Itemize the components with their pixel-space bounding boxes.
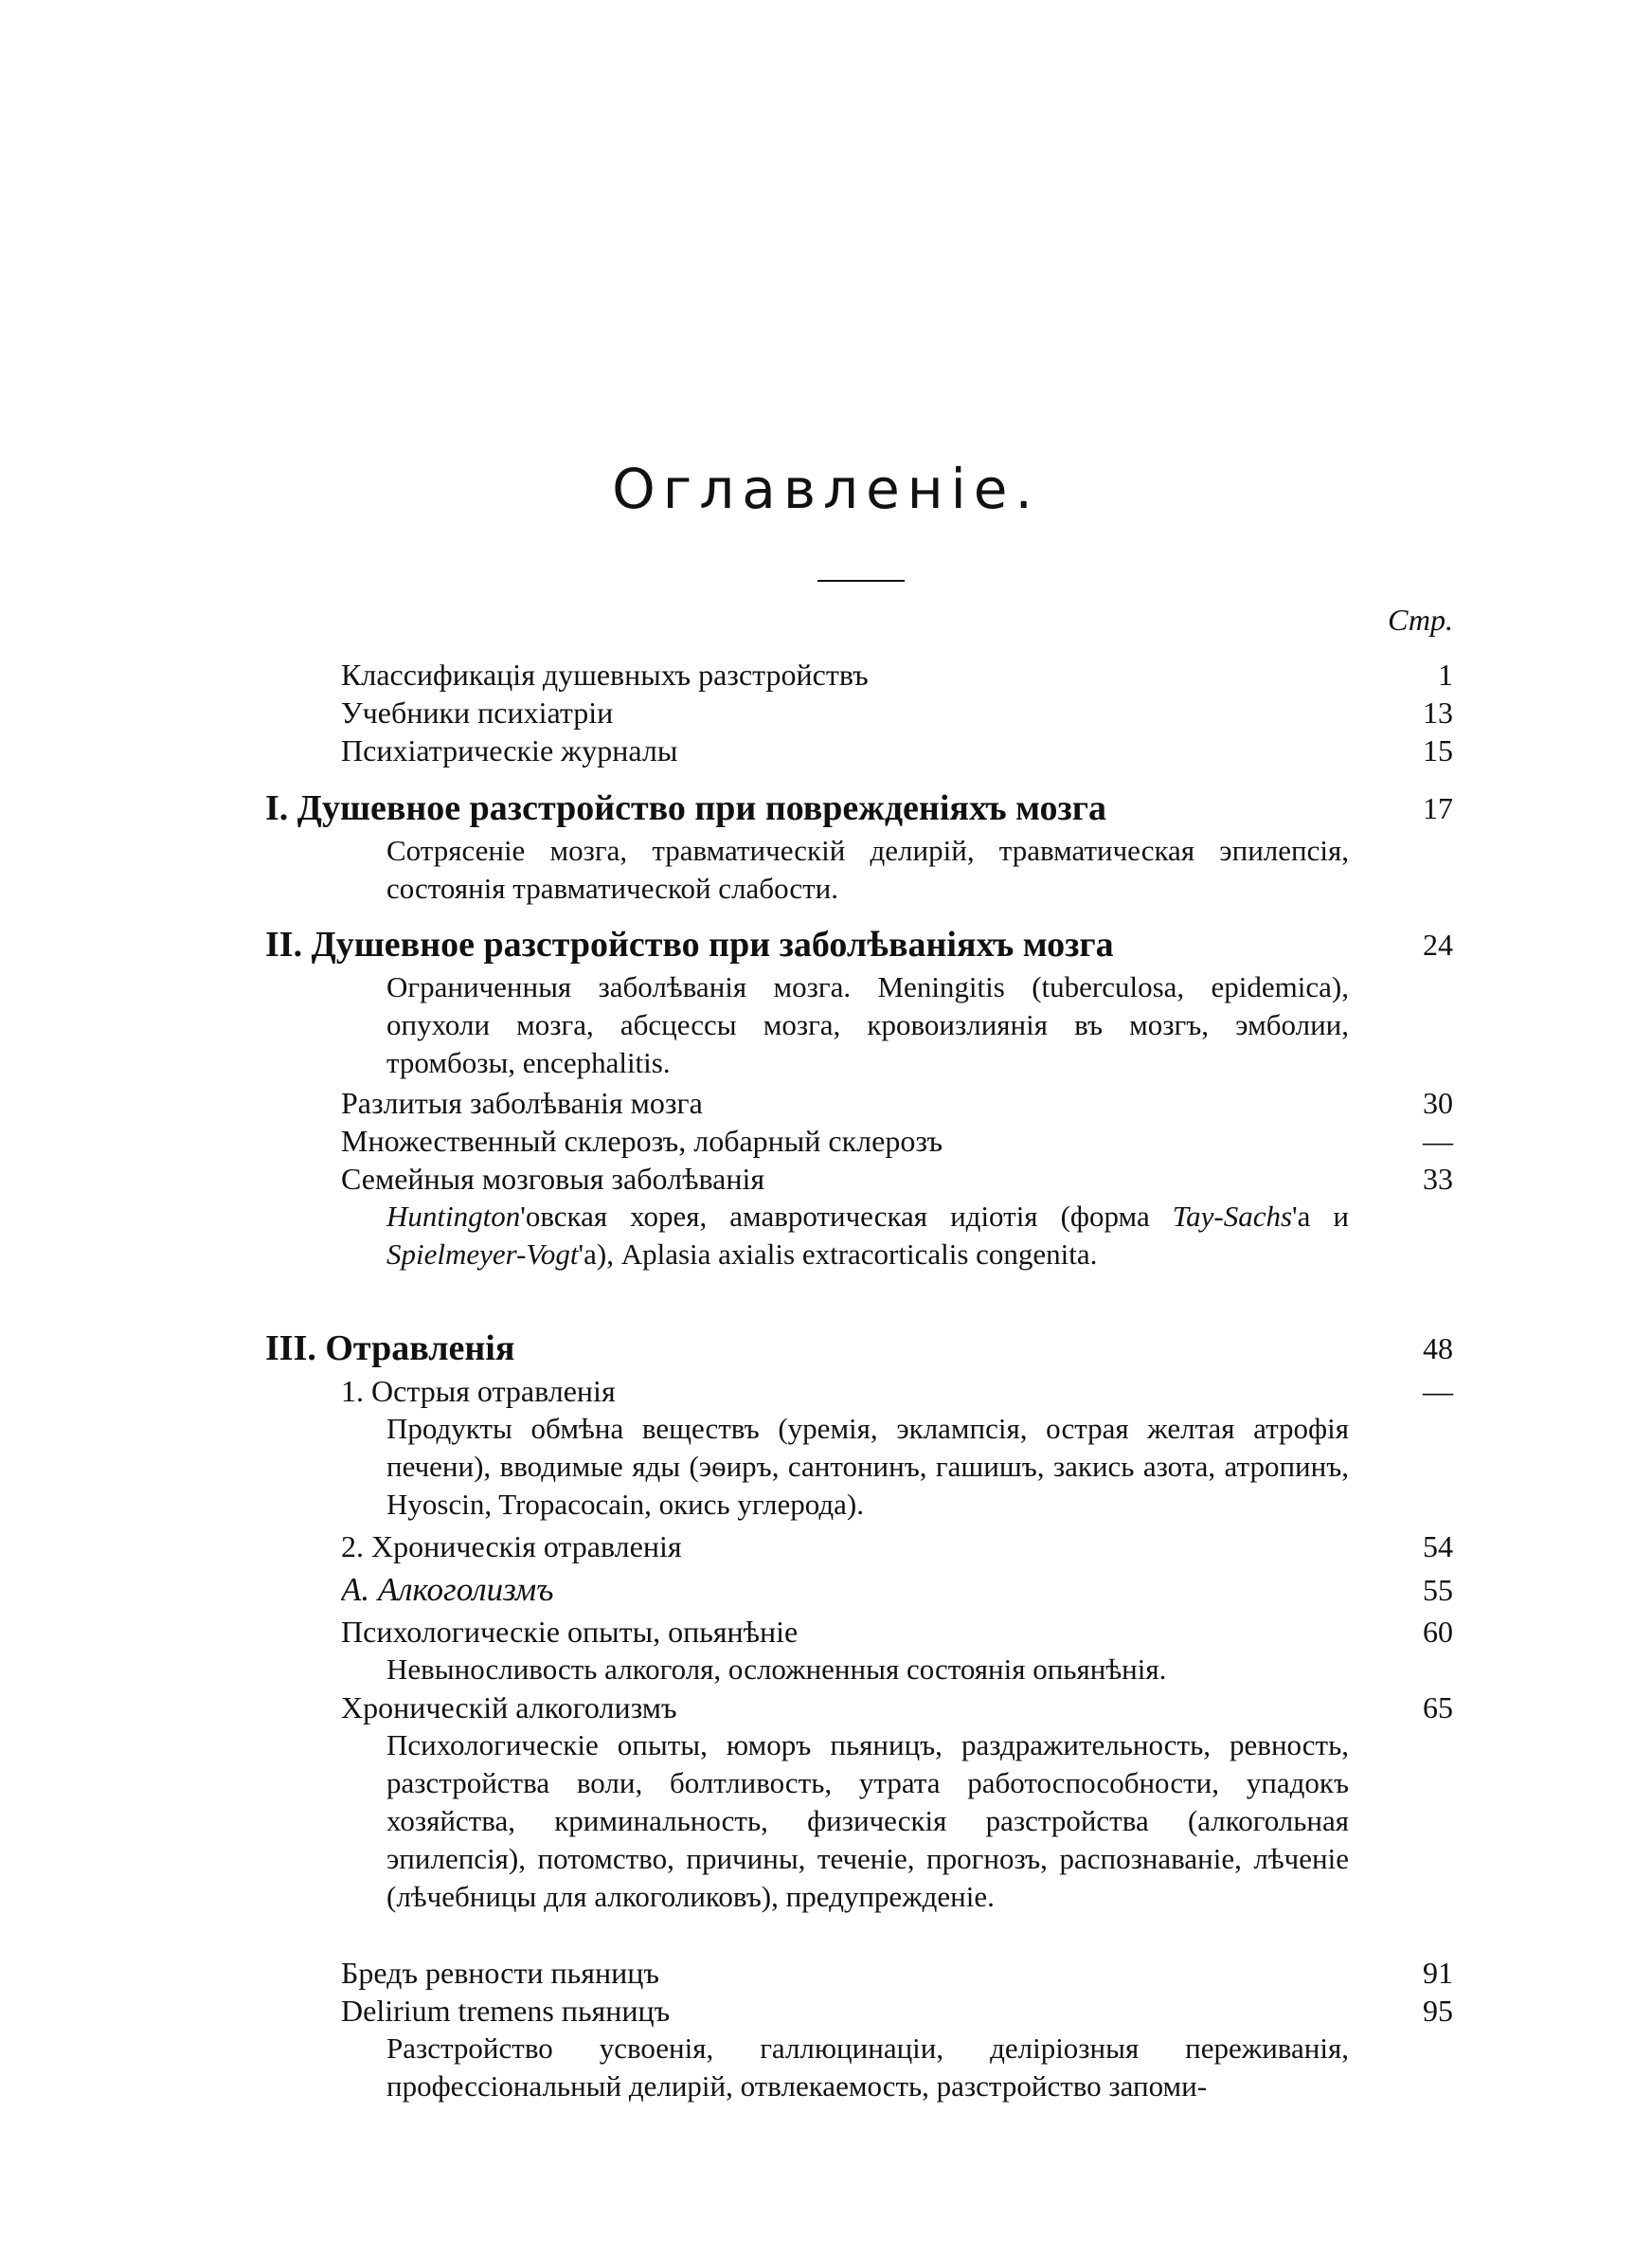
toc-page-number: 65 [1423, 1690, 1453, 1724]
toc-description: Сотрясеніе мозга, травматическій делирій, травматическая эпилепсія, состоянія травматической слабости. [386, 834, 1349, 905]
toc-entry-label: 2. Хроническія отравленія [341, 1529, 686, 1563]
part-title: Отравленія [325, 1328, 515, 1368]
page-column-label: Стр. [1388, 603, 1453, 637]
toc-row[interactable] [341, 731, 1453, 769]
toc-entry-label: Психологическіе опыты, опьянѣніе [341, 1615, 801, 1649]
toc-page-number: 15 [1423, 733, 1453, 767]
author-name: Huntington [386, 1200, 521, 1233]
author-name: Tay-Sachs [1172, 1200, 1293, 1233]
toc-page-number: — [1423, 1374, 1453, 1408]
part-title: Душевное разстройство при поврежденіяхъ мозга [296, 788, 1107, 828]
toc-page-number: 1 [1438, 658, 1453, 692]
toc-description: Невыносливость алкоголя, осложненныя состоянія опьянѣнія. [386, 1652, 1167, 1686]
toc-page-number: 60 [1423, 1615, 1453, 1649]
part-number: I. [265, 788, 289, 828]
toc-entry-label: Учебники психіатріи [341, 695, 617, 730]
toc-row[interactable] [341, 1372, 1453, 1410]
toc-entry-label: Классификація душевныхъ разстройствъ [341, 658, 872, 692]
toc-row[interactable] [341, 1122, 1453, 1160]
toc-row[interactable] [341, 1954, 1453, 1992]
toc-description: Продукты обмѣна веществъ (уремія, эклампсія, острая желтая атрофія печени), вводимые яды (эѳиръ, сантонинъ, гашишъ, закись азота, атропинъ, Hyoscin, Tropacocain, окись углерода). [386, 1412, 1349, 1521]
toc-part-row[interactable] [265, 921, 1453, 968]
title-divider [817, 580, 905, 582]
toc-entry-label: Delirium tremens пьяницъ [341, 1994, 673, 2028]
toc-entry-label: Психіатрическіе журналы [341, 733, 681, 767]
toc-description: Психологическіе опыты, юморъ пьяницъ, раздражительность, ревность, разстройства воли, болтливость, утрата работоспособности, упадокъ хозяйства, криминальность, физическія разстройства (алкогольная эпилепсія), потомство, причины, теченіе, прогнозъ, распознаваніе, лѣченіе (лѣчебницы для алкоголиковъ), предупрежденіе. [386, 1728, 1349, 1913]
toc-entry-label: Множественный склерозъ, лобарный склерозъ [341, 1124, 946, 1158]
part-number: III. [265, 1328, 316, 1368]
toc-page-number: 55 [1423, 1573, 1453, 1607]
toc-page-number: 17 [1423, 791, 1453, 825]
toc-page-number: 95 [1423, 1994, 1453, 2028]
toc-row[interactable] [341, 1992, 1453, 2030]
page-title: Оглавленіе. [612, 457, 1040, 521]
toc-entry-label: Семейныя мозговыя заболѣванія [341, 1162, 768, 1196]
toc-part-row[interactable] [265, 785, 1453, 832]
toc-row[interactable] [341, 1527, 1453, 1565]
toc-page-number: 54 [1423, 1529, 1453, 1563]
toc-description: Ограниченныя заболѣванія мозга. Meningitis (tuberculosa, epidemica), опухоли мозга, абсцессы мозга, кровоизлиянія въ мозгъ, эмболии, тромбозы, encephalitis. [386, 970, 1349, 1079]
toc-page-number: 24 [1423, 928, 1453, 962]
toc-entry-label: Бредъ ревности пьяницъ [341, 1956, 663, 1990]
toc-description: Huntington'овская хорея, амавротическая идіотія (форма Tay-Sachs'а и Spielmeyer-Vogt'а), Aplasia axialis extracorticalis congenita. [386, 1200, 1350, 1271]
toc-page-number: 91 [1423, 1956, 1453, 1990]
toc-page-number: 13 [1423, 695, 1453, 730]
part-number: II. [265, 925, 303, 965]
toc-page-number: 30 [1423, 1086, 1453, 1120]
toc-row[interactable] [341, 1084, 1453, 1122]
author-name: Spielmeyer-Vogt [386, 1237, 579, 1271]
toc-entry-label: Разлитыя заболѣванія мозга [341, 1086, 707, 1120]
toc-page-number: 48 [1423, 1331, 1453, 1365]
toc-row[interactable] [341, 1160, 1453, 1198]
toc-description: Разстройство усвоенія, галлюцинаціи, деліріозныя переживанія, профессіональный делирій, отвлекаемость, разстройство запоми- [386, 2031, 1349, 2103]
toc-entry-label: 1. Острыя отравленія [341, 1374, 620, 1408]
toc-part-row[interactable] [265, 1325, 1453, 1372]
part-title: Душевное разстройство при заболѣваніяхъ мозга [311, 925, 1114, 965]
toc-entry-label: Хроническій алкоголизмъ [341, 1690, 681, 1724]
toc-page-number: 33 [1423, 1162, 1453, 1196]
toc-entry-label: A. Алкоголизмъ [341, 1571, 557, 1608]
toc-row[interactable] [341, 694, 1453, 731]
toc-row[interactable] [341, 1613, 1453, 1651]
toc-row[interactable] [341, 656, 1453, 694]
toc-row[interactable] [341, 1688, 1453, 1726]
toc-page-number: — [1423, 1124, 1453, 1158]
toc-row[interactable] [341, 1571, 1453, 1609]
